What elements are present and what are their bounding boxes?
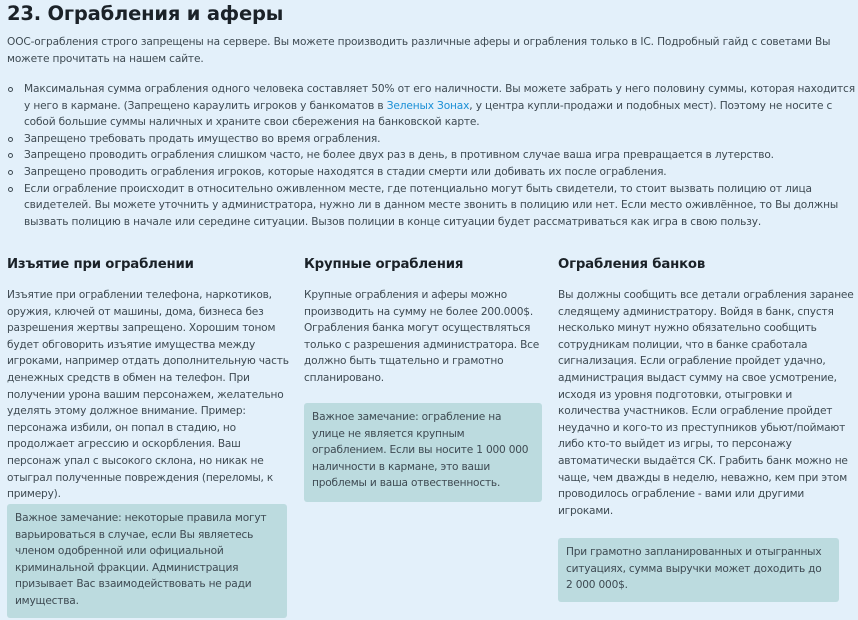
bullet-icon	[8, 87, 13, 92]
rules-list	[7, 81, 855, 230]
rule-item	[7, 181, 855, 231]
bullet-icon	[8, 187, 13, 192]
note-box: Важное замечание: ограбление на улице не является крупным ограблением. Если вы носите 1 000 000 наличности в кармане, это ваши проблемы и ваша отвественность.	[304, 403, 542, 502]
intro-paragraph: OOC-ограбления строго запрещены на сервере. Вы можете производить различные аферы и ограбления только в IC. Подробный гайд с советами Вы можете прочитать на нашем сайте.	[7, 36, 831, 65]
bullet-icon	[8, 153, 13, 158]
column-heading: Крупные ограбления	[304, 257, 464, 272]
rule-text: Максимальная сумма ограбления одного человека составляет 50% от его наличности. Вы можете забрать у него половину суммы, которая находится у него в кармане. (Запрещено караулить игроков у банкоматов в	[24, 83, 855, 112]
bullet-icon	[8, 137, 13, 142]
column-body: Вы должны сообщить все детали ограбления заранее следящему администратору. Войдя в банк, спустя несколько минут нужно обязательно сообщить сотрудникам полиции, что в банке сработала сигнализация. Если ограбление пройдет удачно, администрация выдаст сумму на свое усмотрение, исходя из уровня подготовки, отыгровки и количества участников. Если ограбление пройдет неудачно и кого-то из преступников убьют/поймают либо кто-то выйдет из игры, то персонажу автоматически выдаётся СК. Грабить банк можно не чаще, чем дважды в неделю, неважно, кем при этом проводилось ограбление - вами или другими игроками.	[558, 289, 854, 517]
column-seizure	[7, 255, 289, 503]
green-zones-link[interactable]: Зеленых Зонах	[386, 99, 470, 112]
note-box: При грамотно запланированных и отыгранных ситуациях, сумма выручки может доходить до 2 000 000$.	[558, 538, 839, 602]
column-body: Изъятие при ограблении телефона, наркотиков, оружия, ключей от машины, дома, бизнеса без разрешения жертвы запрещено. Хорошим тоном будет обговорить изъятие имущества между игроками, например отдать дополнительную часть денежных средств в обмен на телефон. При получении урона вашим персонажем, желательно уделять этому должное внимание. Пример: персонажа избили, он попал в стадию, но продолжает агрессию и оскорбления. Ваш персонаж упал с высокого склона, но никак не отыграл полученные повреждения (переломы, к примеру).	[7, 289, 289, 501]
page-title: 23. Ограбления и аферы	[7, 2, 284, 25]
rule-item	[7, 164, 855, 181]
column-heading: Ограбления банков	[558, 257, 706, 272]
rule-text: Запрещено требовать продать имущество во время ограбления.	[24, 132, 381, 145]
bullet-icon	[8, 170, 13, 175]
column-bank-robberies	[558, 255, 856, 519]
column-heading: Изъятие при ограблении	[7, 257, 194, 272]
rule-item	[7, 147, 855, 164]
column-body: Крупные ограбления и аферы можно производить на сумму не более 200.000$. Ограбления банка могут осуществляться только с разрешения администратора. Все должно быть тщательно и грамотно спланировано.	[304, 289, 540, 384]
rule-item	[7, 81, 855, 131]
column-large-robberies	[304, 255, 544, 387]
rule-text: , у центра купли-продажи и подобных мест). Поэтому не носите с собой большие суммы наличных и храните свои сбережения на банковской карте.	[24, 99, 833, 129]
rule-item	[7, 131, 855, 148]
note-box: Важное замечание: некоторые правила могут варьироваться в случае, если Вы являетесь членом одобренной или официальной криминальной фракции. Администрация призывает Вас взаимодействовать не ради имущества.	[7, 504, 287, 618]
rule-text: Запрещено проводить ограбления игроков, которые находятся в стадии смерти или добивать их после ограбления.	[24, 165, 667, 178]
rule-text: Запрещено проводить ограбления слишком часто, не более двух раз в день, в противном случае ваша игра превращается в лутерство.	[24, 149, 774, 162]
rule-text: Если ограбление происходит в относительно оживленном месте, где потенциально могут быть свидетели, то стоит вызвать полицию от лица свидетелей. Вы можете уточнить у администратора, нужно ли в данном месте звонить в полицию или нет. Если место оживлённое, то Вы должны вызвать полицию в начале или середине ситуации. Вызов полиции в конце ситуации будет рассматриваться как игра в свою пользу.	[24, 182, 839, 228]
